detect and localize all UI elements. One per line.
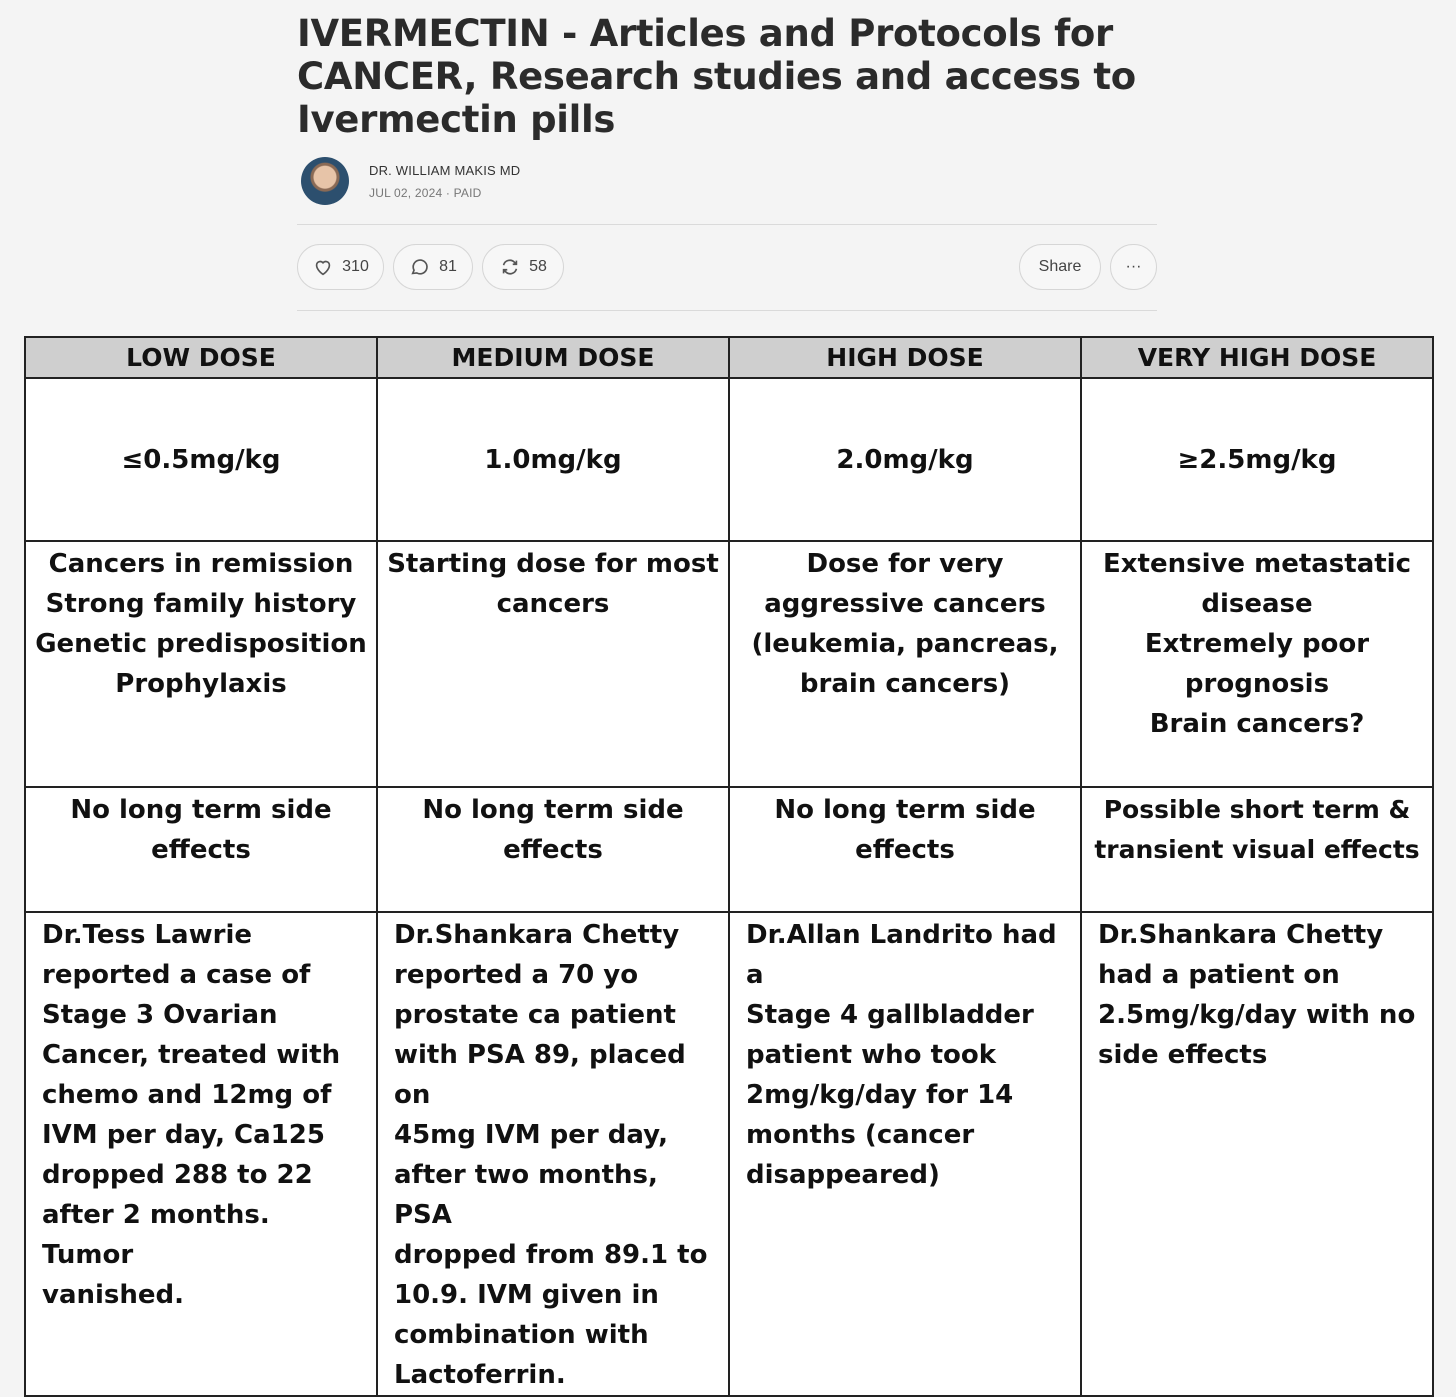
post-actions: [297, 244, 1157, 292]
comment-button[interactable]: [393, 244, 473, 290]
text-line: reported a 70 yo: [394, 960, 639, 990]
text-line: Genetic predisposition: [35, 629, 367, 659]
text-line: Cancer, treated with: [42, 1040, 341, 1070]
header-medium-dose: MEDIUM DOSE: [377, 337, 729, 378]
post-date: JUL 02, 2024 · PAID: [369, 185, 482, 200]
text-line: brain cancers): [799, 669, 1011, 699]
text-line: reported a case of: [42, 960, 311, 990]
table-row-side-effects: [25, 787, 1433, 912]
post-header: [297, 12, 1157, 141]
text-line: Stage 4 gallbladder: [746, 1000, 1034, 1030]
text-line: Extremely poor: [1144, 629, 1370, 659]
divider-top: [297, 224, 1157, 225]
share-button[interactable]: [1019, 244, 1101, 290]
author-name[interactable]: DR. WILLIAM MAKIS MD: [369, 162, 521, 178]
side-effect-cell: [25, 787, 377, 912]
text-line: Dr.Shankara Chetty: [394, 920, 680, 950]
text-line: vanished.: [42, 1280, 185, 1310]
text-line: Dr.Tess Lawrie: [42, 920, 252, 950]
text-line: Starting dose for most: [387, 549, 719, 579]
text-line: No long term side: [422, 795, 684, 825]
header-high-dose: HIGH DOSE: [729, 337, 1081, 378]
dose-cell: ≥2.5mg/kg: [1081, 378, 1433, 541]
text-line: 2.5mg/kg/day with no: [1098, 1000, 1416, 1030]
text-line: No long term side: [774, 795, 1036, 825]
author-meta: [369, 163, 520, 200]
heart-icon: [312, 256, 334, 278]
more-options-button[interactable]: [1110, 244, 1157, 290]
restack-count: 58: [529, 258, 547, 275]
post-title: IVERMECTIN - Articles and Protocols for CANCER, Research studies and access to Ivermectin pills: [297, 12, 1136, 141]
text-line: 2mg/kg/day for 14: [746, 1080, 1014, 1110]
restack-icon: [499, 256, 521, 278]
text-line: 45mg IVM per day,: [394, 1120, 668, 1150]
case-cell: [1081, 912, 1433, 1396]
text-line: effects: [151, 835, 251, 865]
side-effect-cell: [1081, 787, 1433, 912]
header-very-high-dose: VERY HIGH DOSE: [1081, 337, 1433, 378]
case-cell: [729, 912, 1081, 1396]
text-line: IVM per day, Ca125: [42, 1120, 325, 1150]
text-line: Strong family history: [45, 589, 357, 619]
table-row-case-reports: [25, 912, 1433, 1396]
text-line: after two months, PSA: [394, 1160, 658, 1230]
text-line: No long term side: [70, 795, 332, 825]
text-line: prostate ca patient: [394, 1000, 676, 1030]
text-line: with PSA 89, placed on: [394, 1040, 686, 1110]
text-line: prognosis: [1184, 669, 1330, 699]
text-line: transient visual effects: [1094, 835, 1420, 864]
text-line: Cancers in remission: [48, 549, 354, 579]
text-line: dropped 288 to 22: [42, 1160, 313, 1190]
text-line: disappeared): [746, 1160, 940, 1190]
restack-button[interactable]: [482, 244, 564, 290]
comment-icon: [409, 256, 431, 278]
text-line: Lactoferrin.: [394, 1360, 566, 1390]
indication-cell: [1081, 541, 1433, 787]
author-avatar[interactable]: [301, 157, 349, 205]
text-line: Extensive metastatic: [1102, 549, 1412, 579]
table-header-row: [25, 337, 1433, 378]
dose-cell: 2.0mg/kg: [729, 378, 1081, 541]
dose-cell: ≤0.5mg/kg: [25, 378, 377, 541]
dose-cell: 1.0mg/kg: [377, 378, 729, 541]
dose-table: [24, 336, 1434, 1397]
text-line: had a patient on: [1098, 960, 1340, 990]
side-effect-cell: [729, 787, 1081, 912]
more-icon: ···: [1125, 258, 1142, 275]
text-line: Dr.Shankara Chetty: [1098, 920, 1384, 950]
like-count: 310: [342, 258, 369, 275]
text-line: dropped from 89.1 to: [394, 1240, 708, 1270]
text-line: (leukemia, pancreas,: [751, 629, 1059, 659]
text-line: Possible short term &: [1103, 795, 1411, 824]
indication-cell: [25, 541, 377, 787]
table-row-indications: [25, 541, 1433, 787]
text-line: disease: [1201, 589, 1313, 619]
byline: [297, 157, 520, 205]
header-low-dose: LOW DOSE: [25, 337, 377, 378]
text-line: Dr.Allan Landrito had a: [746, 920, 1057, 990]
text-line: Stage 3 Ovarian: [42, 1000, 278, 1030]
text-line: chemo and 12mg of: [42, 1080, 332, 1110]
divider-bottom: [297, 310, 1157, 311]
text-line: Brain cancers?: [1149, 709, 1365, 739]
text-line: side effects: [1098, 1040, 1268, 1070]
text-line: Dose for very: [806, 549, 1004, 579]
text-line: aggressive cancers: [764, 589, 1046, 619]
text-line: Prophylaxis: [115, 669, 287, 699]
case-cell: [25, 912, 377, 1396]
dose-table-image: [24, 336, 1434, 1397]
side-effect-cell: [377, 787, 729, 912]
text-line: effects: [855, 835, 955, 865]
table-row-dose: [25, 378, 1433, 541]
text-line: patient who took: [746, 1040, 997, 1070]
indication-cell: [377, 541, 729, 787]
case-cell: [377, 912, 729, 1396]
comment-count: 81: [439, 258, 457, 275]
text-line: 10.9. IVM given in: [394, 1280, 659, 1310]
share-label: Share: [1038, 258, 1082, 275]
text-line: months (cancer: [746, 1120, 975, 1150]
text-line: combination with: [394, 1320, 649, 1350]
like-button[interactable]: [297, 244, 384, 290]
text-line: cancers: [496, 589, 610, 619]
text-line: effects: [503, 835, 603, 865]
indication-cell: [729, 541, 1081, 787]
text-line: after 2 months. Tumor: [42, 1200, 270, 1270]
